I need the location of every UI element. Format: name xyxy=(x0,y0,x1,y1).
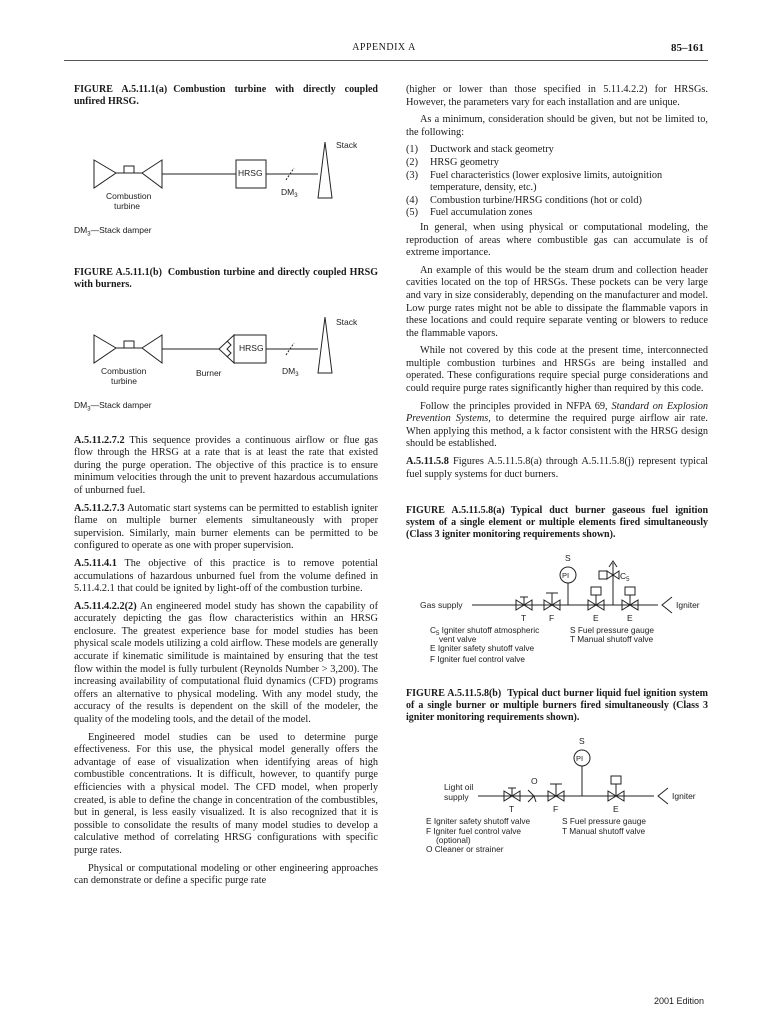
hrsg-label: HRSG xyxy=(239,343,264,354)
figure-label: FIGURE A.5.11.1(b) xyxy=(74,267,162,279)
turbine-label: Combustion xyxy=(106,191,152,201)
figure-caption-a51158b xyxy=(406,688,708,724)
paragraph: In general, when using physical or computational modeling, the reproduction of areas where combustible gas can accumulate is of extreme importance. xyxy=(406,221,708,259)
vent-valve-C5 xyxy=(599,571,607,579)
paragraph: Follow the principles provided in NFPA 69, Standard on Explosion Prevention Systems, to determine the required purge airflow air rate. When applying this method, a k factor consistent with the HRSG design should be established. xyxy=(406,400,709,450)
consideration-list xyxy=(406,144,708,220)
burner-flame-mark xyxy=(227,341,231,357)
right-column xyxy=(406,84,708,860)
figure-a5111a-diagram xyxy=(74,110,378,222)
paragraph xyxy=(74,435,378,498)
turbine-outlet-shape xyxy=(142,335,162,363)
turbine-outlet-shape xyxy=(142,160,162,188)
turbine-label: turbine xyxy=(111,376,137,387)
paragraph xyxy=(74,601,378,727)
igniter-label: Igniter xyxy=(676,600,700,611)
gauge-tag: S xyxy=(565,553,571,564)
valve-tag: E xyxy=(627,613,633,624)
gauge-tag: S xyxy=(579,735,585,746)
legend-item: vent valve xyxy=(439,634,477,645)
legend-item: (optional) xyxy=(436,834,471,845)
paragraph-text: Automatic start systems can be permitted to establish igniter flame on multiple burner elements simultaneously with proper supervision. Similarly, main burner elements can be permitted to be configured to operate as one with proper supervision. xyxy=(74,502,378,552)
turbine-inlet-shape xyxy=(94,335,116,363)
figure-caption-a51158a xyxy=(406,505,708,541)
burner-label: Burner xyxy=(196,368,222,379)
figure-caption-text: Typical duct burner liquid fuel ignition system of a single burner or multiple burners fired simultaneously (Class 3 igniter monitoring requirements shown). xyxy=(406,687,708,723)
dm3-label: $DM_3$ xyxy=(281,187,298,199)
paragraph-text: The objective of this practice is to remove potential accumulations of hazardous unburned fuel from the volume defined in 5.11.4.2.1 that could be ignited by light-off of the combustion turbine. xyxy=(74,557,378,595)
header-rule xyxy=(64,60,708,61)
legend-item: $C_5$ Igniter shutoff atmospheric xyxy=(430,625,540,638)
paragraph-number: A.5.11.2.7.3 xyxy=(74,502,125,514)
legend-item: S Fuel pressure gauge xyxy=(562,815,646,826)
valve-tag: F xyxy=(553,803,559,814)
citation-title: Standard on Explosion Prevention Systems, xyxy=(406,400,708,425)
stack-shape xyxy=(318,142,332,198)
valve-tag: E xyxy=(613,803,619,814)
figure-a51158b-diagram xyxy=(406,726,708,854)
figure-caption-text: Combustion turbine and directly coupled HRSG with burners. xyxy=(74,267,379,291)
list-item: (4) Combustion turbine/HRSG conditions (hot or cold) xyxy=(406,194,642,206)
turbine-label: turbine xyxy=(114,201,140,211)
figure-label: FIGURE A.5.11.5.8(a) xyxy=(406,505,505,517)
paragraph-number: A.5.11.4.2.2(2) xyxy=(74,600,137,612)
turbine-combustor xyxy=(124,341,134,348)
legend-item: F Igniter fuel control valve xyxy=(426,825,521,836)
figure-a51158a-diagram xyxy=(406,543,708,655)
turbine-label: Combustion xyxy=(101,366,147,377)
list-item: (3) Fuel characteristics (lower explosive limits, autoignition temperature, density, etc.) xyxy=(406,169,663,194)
paragraph-number: A.5.11.4.1 xyxy=(74,557,117,569)
light-oil-supply-label: Light oil xyxy=(444,781,474,792)
left-column xyxy=(74,84,378,893)
page-number: 85–161 xyxy=(671,42,704,54)
stack-label: Stack xyxy=(336,317,358,328)
paragraph-number: A.5.11.5.8 xyxy=(406,456,449,468)
igniter-symbol xyxy=(658,788,668,804)
valve-tag: E xyxy=(593,613,599,624)
figure-note: $DM_3—Stack$ damper xyxy=(74,400,152,413)
legend-item: F Igniter fuel control valve xyxy=(430,654,525,665)
paragraph-number: A.5.11.2.7.2 xyxy=(74,434,125,446)
legend-item: O Cleaner or strainer xyxy=(426,843,504,854)
figure-label: FIGURE A.5.11.1(a) xyxy=(74,84,168,95)
legend-item: S Fuel pressure gauge xyxy=(570,625,654,636)
paragraph xyxy=(406,456,708,481)
paragraph: An example of this would be the steam drum and collection header cavities located on the top of HRSGs. These pockets can be very large and vary in size considerably, depending on the manufacturer and model. Low purge rates might not be able to dissipate the flammable vapors in these locations and could require separate venting or blowers to reduce the flammable vapors. xyxy=(406,264,708,339)
page-header xyxy=(0,42,768,56)
light-oil-supply-label: supply xyxy=(444,791,469,802)
legend-item: T Manual shutoff valve xyxy=(562,825,646,836)
turbine-combustor xyxy=(124,166,134,173)
figure-caption-text: Typical duct burner gaseous fuel ignition system of a single element or multiple elements fired simultaneously (Class 3 igniter monitoring requirements shown). xyxy=(406,505,709,541)
valve-tag: T xyxy=(521,613,527,624)
stack-label: Stack xyxy=(336,140,358,150)
igniter-symbol xyxy=(662,597,672,613)
figure-caption-a5111a xyxy=(74,84,378,108)
valve-tag: T xyxy=(509,803,515,814)
figure-caption-a5111b xyxy=(74,267,378,291)
paragraph: As a minimum, consideration should be given, but not be limited to, the following: xyxy=(406,114,708,138)
figure-a5111b-diagram xyxy=(74,293,378,397)
paragraph-text: This sequence provides a continuous airflow or flue gas flow through the HRSG at a rate that is at least the rate that existed during the purge operation. The objective of this practice is to ensure minimum velocities through the unit to prevent hazardous accumulations of unburned fuel. xyxy=(74,434,378,496)
hrsg-label: HRSG xyxy=(238,168,263,178)
vent-valve-tag: $C_5$ xyxy=(620,571,630,584)
figure-label: FIGURE A.5.11.5.8(b) xyxy=(406,687,502,699)
gas-supply-label: Gas supply xyxy=(420,600,463,611)
legend-item: E Igniter safety shutoff valve xyxy=(430,643,535,654)
list-item: (5) Fuel accumulation zones xyxy=(406,207,533,219)
dm3-label: $DM_3$ xyxy=(282,366,299,379)
list-item: (2) HRSG geometry xyxy=(406,156,499,168)
paragraph: While not covered by this code at the present time, interconnected multiple combustion turbines and HRSGs are being installed and operated. These configurations require special purge considerations and could require purge rates significantly higher than required by this code. xyxy=(406,345,708,395)
paragraph xyxy=(74,503,378,553)
paragraph: Physical or computational modeling or other engineering approaches can demonstrate or define a specific purge rate xyxy=(74,862,378,887)
turbine-inlet-shape xyxy=(94,160,116,188)
paragraph-text: An engineered model study has shown the capability of accurately depicting the gas flow characteristics within an HRSG enclosure. The greatest experience base for model studies has been physical scale models utilizing a cold airflow. These models are generally accurate if kinematic similitude is maintained by ensuring that the test flow within the model is fully turbulent (Reynolds Number > 3,200). The increasing availability of computational fluid dynamics (CFD) programs offers an alternative to physical modeling. With any model study, the accuracy of the results is dependent on the skill of the modeler, the quality of the modeling tools, and the detail of the model. xyxy=(74,600,378,726)
igniter-label: Igniter xyxy=(672,790,696,801)
valve-tag: F xyxy=(549,613,555,624)
legend-item: E Igniter safety shutoff valve xyxy=(426,815,531,826)
gauge-label: PI xyxy=(562,571,570,581)
paragraph-text: Figures A.5.11.5.8(a) through A.5.11.5.8(j) represent typical fuel supply systems for duct burners. xyxy=(406,456,709,480)
stack-shape xyxy=(318,317,332,373)
strainer-tag: O xyxy=(531,775,538,786)
paragraph: Engineered model studies can be used to determine purge effectiveness. For this use, the physical model generally offers the advantage of ease of visualization when identifying areas of high combustible concentrations. It is difficult, however, to quantify purge efficiencies with a physical model. The CFD model, when properly created, is able to define the change in concentration of the combustibles, but in general, is less easily visualized. It is also recognized that it is possible to consolidate the results of many model studies to develop a calculative method of correlating HRSG configurations with specific purge rates. xyxy=(74,731,378,856)
legend-item: T Manual shutoff valve xyxy=(570,634,654,645)
figure-note: $DM_3—Stack$ damper xyxy=(74,225,152,238)
paragraph: (higher or lower than those specified in 5.11.4.2.2) for HRSGs. However, the parameters vary for each installation and are unique. xyxy=(406,84,708,108)
edition-footer: 2001 Edition xyxy=(653,996,704,1006)
running-head: APPENDIX A xyxy=(352,42,416,53)
figure-caption-text: Combustion turbine with directly coupled unfired HRSG. xyxy=(74,84,378,107)
paragraph xyxy=(74,558,378,596)
gauge-label: PI xyxy=(576,753,584,763)
list-item: (1) Ductwork and stack geometry xyxy=(406,144,554,156)
